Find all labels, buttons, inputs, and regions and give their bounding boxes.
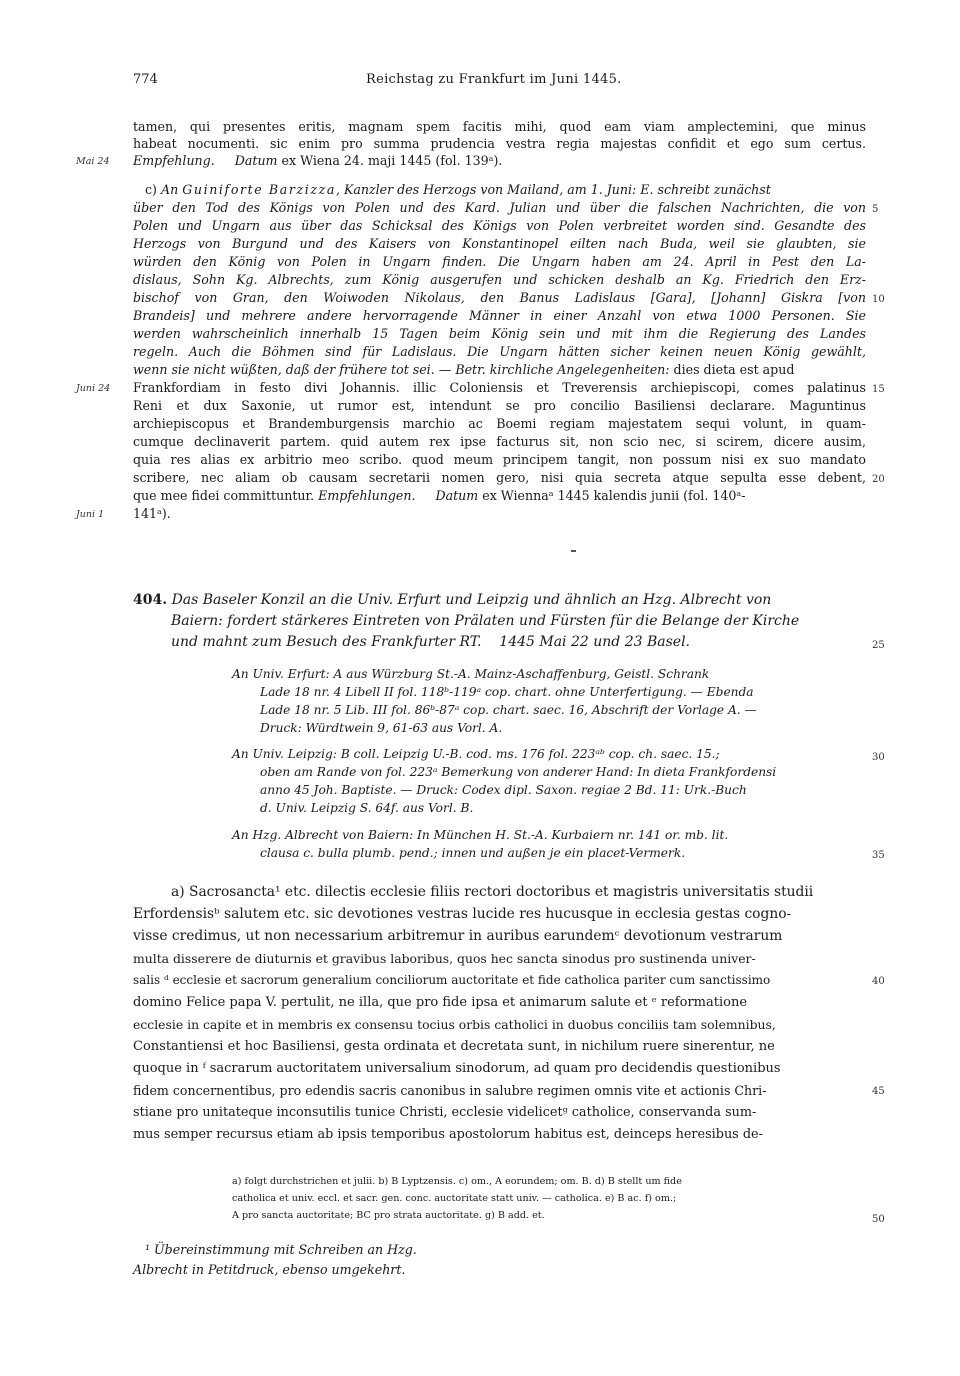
- text-line: ecclesie in capite et in membris ex consensu tocius orbis catholici in duobus conciliis tam solemnibus,: [133, 1017, 776, 1032]
- source-line: An Univ. Leipzig: B coll. Leipzig U.-B. cod. ms. 176 fol. 223ᵃᵇ cop. ch. saec. 15.;: [232, 747, 720, 761]
- text-line: scribere, nec aliam ob causam secretarii nomen gero, nisi quia secreta atque sepulta esse debent,: [133, 470, 866, 485]
- footnote-line: ¹ Übereinstimmung mit Schreiben an Hzg.: [145, 1242, 417, 1257]
- heading-line: Baiern: fordert stärkeres Eintreten von Prälaten und Fürsten für die Belange der Kirche: [171, 613, 800, 629]
- text-line: würden den König von Polen in Ungarn finden. Die Ungarn haben am 24. April in Pest den La-: [133, 254, 866, 269]
- text-line: cumque declinaverit partem. quid autem rex ipse facturus sit, non scio nec, si scirem, dicere ausim,: [133, 434, 866, 449]
- text-line: visse credimus, ut non necessarium arbitremur in auribus earundemᶜ devotionum vestrarum: [133, 928, 783, 944]
- text-line: über den Tod des Königs von Polen und des Kard. Julian und über die falschen Nachrichten, die von: [133, 200, 866, 215]
- source-line: d. Univ. Leipzig S. 64f. aus Vorl. B.: [260, 801, 474, 815]
- source-entry: [232, 826, 866, 862]
- line-number: 40: [872, 976, 885, 987]
- text-italic: Datum: [234, 153, 278, 168]
- text-line: [133, 152, 866, 170]
- text-italic: Empfehlungen.: [318, 488, 416, 503]
- footnote-line: Albrecht in Petitdruck, ebenso umgekehrt.: [133, 1262, 406, 1277]
- document-number: 404.: [133, 592, 168, 608]
- margin-note: Mai 24: [76, 156, 110, 167]
- text-line: Herzogs von Burgund und des Kaisers von Konstantinopel eilten nach Buda, weil sie glaubten, sie: [133, 236, 866, 251]
- text-line: a) Sacrosancta¹ etc. dilectis ecclesie filiis rectori doctoribus et magistris universitatis studii: [171, 884, 814, 900]
- document-heading: [133, 590, 866, 653]
- commentary-footnote: [133, 1240, 417, 1280]
- text-span: ex Wiennaᵃ 1445 kalendis junii (fol. 140ᵃ-: [482, 488, 746, 503]
- text-line: Brandeis] und mehrere andere hervorragende Männer in einer Anzahl von etwa 1000 Personen. Sie: [133, 308, 866, 323]
- footnote-line: a) folgt durchstrichen et julii. b) B Lyptzensis. c) om., A eorundem; om. B. d) B stellt um fide: [232, 1176, 682, 1187]
- text-italic: wenn sie nicht wüßten, daß der frühere tot sei. — Betr. kirchliche Angelegenheiten:: [133, 362, 670, 377]
- source-line: An Univ. Erfurt: A aus Würzburg St.-A. Mainz-Aschaffenburg, Geistl. Schrank: [232, 667, 710, 681]
- text-italic: An: [160, 182, 179, 197]
- text-line: salis ᵈ ecclesie et sacrorum generalium conciliorum auctoritate et fide catholica pariter cum sanctissimo: [133, 973, 771, 987]
- line-number: 30: [872, 752, 885, 763]
- heading-date: 1445 Mai 22 und 23 Basel.: [499, 634, 690, 650]
- text-line: Frankfordiam in festo divi Johannis. illic Coloniensis et Treverensis archiepiscopi, comes palatinus: [133, 380, 866, 395]
- source-line: Lade 18 nr. 5 Lib. III fol. 86ᵇ-87ᵃ cop. chart. saec. 16, Abschrift der Vorlage A. —: [260, 703, 757, 717]
- line-number: 45: [872, 1086, 885, 1097]
- line-number: 50: [872, 1214, 885, 1225]
- text-line: Reni et dux Saxonie, ut rumor est, intendunt se pro concilio Basiliensi declarare. Maguntinus: [133, 398, 866, 413]
- line-number: 15: [872, 384, 885, 395]
- text-line: habeat nocumenti. sic enim pro summa prudencia vestra regia majestas confidit et ego sum certus.: [133, 136, 866, 151]
- text-line: bischof von Gran, den Woiwoden Nikolaus, den Banus Ladislaus [Gara], [Johann] Giskra [von: [133, 290, 866, 305]
- line-number: 10: [872, 294, 885, 305]
- heading-line: Das Baseler Konzil an die Univ. Erfurt und Leipzig und ähnlich an Hzg. Albrecht von: [171, 592, 772, 608]
- source-line: Lade 18 nr. 4 Libell II fol. 118ᵇ-119ᵃ cop. chart. ohne Unterfertigung. — Ebenda: [260, 685, 754, 699]
- text-line: domino Felice papa V. pertulit, ne illa, que pro fide ipsa et animarum salute et ᵉ reformatione: [133, 995, 748, 1010]
- text-span: dies dieta est apud: [669, 362, 795, 377]
- text-line: tamen, qui presentes eritis, magnam spem facitis mihi, quod eam viam amplectemini, que minus: [133, 119, 866, 134]
- text-line: Polen und Ungarn aus über das Schicksal des Königs von Polen verbreitet worden sind. Gesandte des: [133, 218, 866, 233]
- text-span: ex Wiena 24. maji 1445 (fol. 139ᵃ).: [281, 153, 503, 168]
- text-line: quoque in ᶠ sacrarum auctoritatem universalium sinodorum, ad quam pro decidendis questionibus: [133, 1061, 781, 1076]
- source-line: oben am Rande von fol. 223ᵃ Bemerkung von anderer Hand: In dieta Frankfordensi: [260, 765, 777, 779]
- section-label: c): [145, 182, 157, 197]
- footnote-line: A pro sancta auctoritate; BC pro strata auctoritate. g) B add. et.: [232, 1210, 545, 1221]
- text-italic: Empfehlung.: [133, 153, 215, 168]
- text-line: archiepiscopus et Brandemburgensis marchio ac Boemi regiam majestatem sequi volunt, in quam-: [133, 416, 866, 431]
- text-line: quia res alias ex arbitrio meo scribo. quod meum principem tangit, non possum nisi ex suo mandato: [133, 452, 866, 467]
- line-number: 25: [872, 640, 885, 651]
- source-entry: [232, 665, 866, 737]
- heading-line: und mahnt zum Besuch des Frankfurter RT.: [171, 634, 482, 650]
- footnote-line: catholica et univ. eccl. et sacr. gen. conc. auctoritate statt univ. — catholica. e) B ac. f) om.;: [232, 1193, 677, 1204]
- text-line: mus semper recursus etiam ab ipsis temporibus apostolorum habitus est, deinceps heresibus de-: [133, 1127, 763, 1142]
- source-entry: [232, 745, 866, 817]
- text-line: regeln. Auch die Böhmen sind für Ladislaus. Die Ungarn hätten sicher keinen neuen König gewählt,: [133, 344, 866, 359]
- text-line: [133, 361, 866, 379]
- text-line: [133, 487, 866, 505]
- divider: [571, 550, 576, 552]
- line-number: 35: [872, 850, 885, 861]
- text-line: dislaus, Sohn Kg. Albrechts, zum König ausgerufen und schicken deshalb an Kg. Friedrich den Erz-: [133, 272, 866, 287]
- source-line: Druck: Würdtwein 9, 61-63 aus Vorl. A.: [260, 721, 503, 735]
- text-line: [133, 181, 866, 199]
- line-number: 5: [872, 204, 879, 215]
- source-line: An Hzg. Albrecht von Baiern: In München H. St.-A. Kurbaiern nr. 141 or. mb. lit.: [232, 828, 729, 842]
- text-italic: Datum: [435, 488, 479, 503]
- text-spaced: Guiniforte Barzizza: [182, 182, 336, 197]
- text-line: stiane pro unitateque inconsutilis tunice Christi, ecclesie videlicetᵍ catholice, conservanda sum-: [133, 1105, 757, 1120]
- source-line: clausa c. bulla plumb. pend.; innen und außen je ein placet-Vermerk.: [260, 846, 686, 860]
- text-italic: , Kanzler des Herzogs von Mailand, am 1. Juni: E. schreibt zunächst: [335, 182, 771, 197]
- margin-note: Juni 1: [76, 509, 105, 520]
- text-line: Erfordensisᵇ salutem etc. sic devotiones vestras lucide res hucusque in ecclesia gestas cogno-: [133, 906, 792, 922]
- source-line: anno 45 Joh. Baptiste. — Druck: Codex dipl. Saxon. regiae 2 Bd. 11: Urk.-Buch: [260, 783, 747, 797]
- text-line: fidem concernentibus, pro edendis sacris canonibus in salubre regimen omnis vite et actionis Chri-: [133, 1083, 767, 1098]
- margin-note: Juni 24: [76, 383, 111, 394]
- line-number: 20: [872, 474, 885, 485]
- page-number: 774: [133, 72, 158, 87]
- text-line: Constantiensi et hoc Basiliensi, gesta ordinata et decretata sunt, in nichilum ruere sinerentur, ne: [133, 1039, 775, 1054]
- text-line: werden wahrscheinlich innerhalb 15 Tagen beim König sein und mit ihm die Regierung des Landes: [133, 326, 866, 341]
- text-line: 141ᵃ).: [133, 506, 171, 521]
- running-title: Reichstag zu Frankfurt im Juni 1445.: [366, 72, 622, 87]
- text-line: multa disserere de diuturnis et gravibus laboribus, quos hec sancta sinodus pro sustinenda univer-: [133, 951, 756, 966]
- text-span: que mee fidei committuntur.: [133, 488, 315, 503]
